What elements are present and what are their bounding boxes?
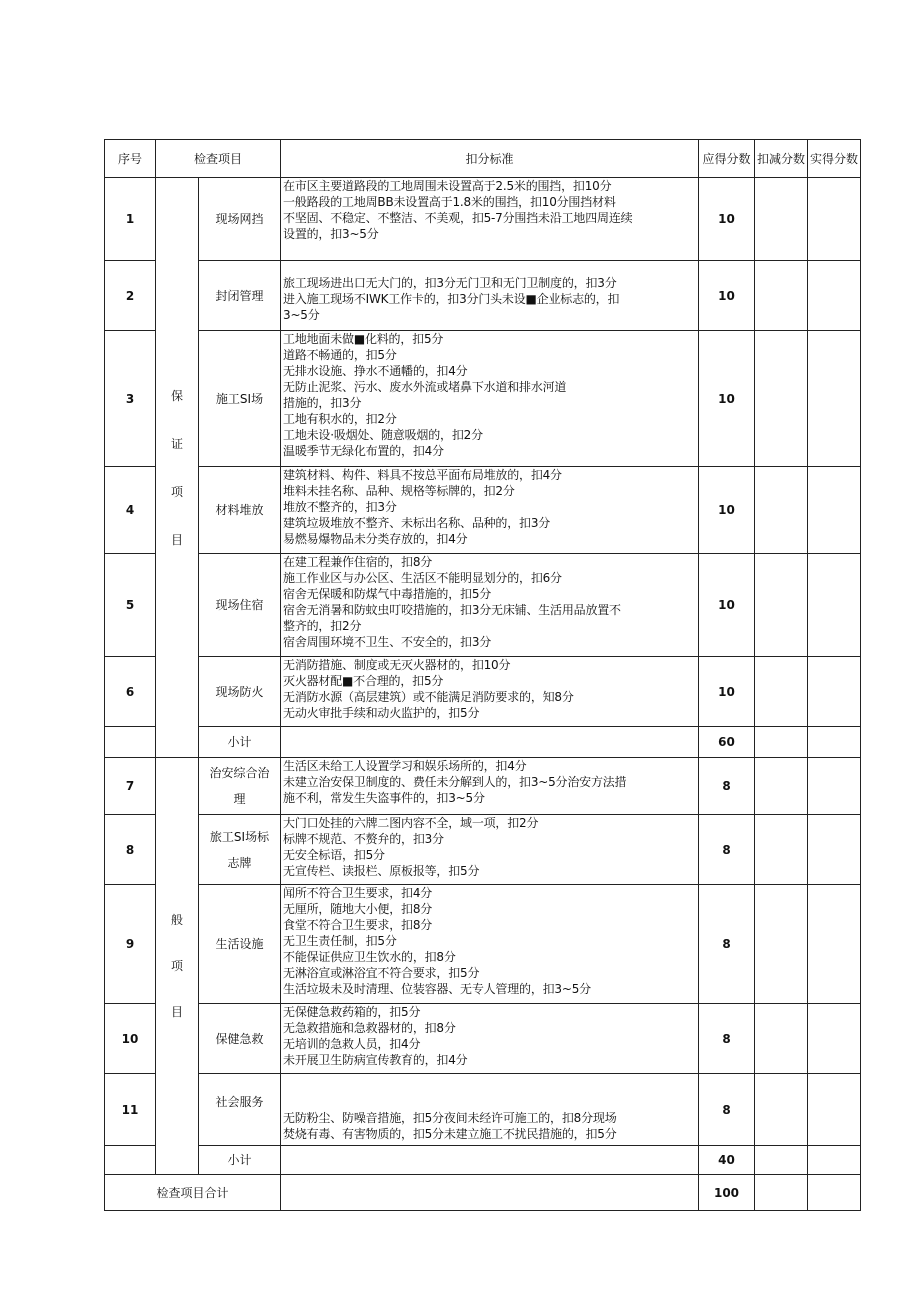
criteria-line: 一般路段的工地周BB未设置高于1.8米的围挡，扣10分围挡材料: [283, 195, 616, 209]
row-score: 10: [699, 331, 755, 467]
row-actual-cell: [808, 815, 861, 885]
header-criteria: 扣分标准: [281, 140, 699, 178]
row-actual-cell: [808, 554, 861, 657]
row-score: [699, 1074, 755, 1146]
criteria-line: 在建工程兼作住宿的，扣8分: [283, 555, 433, 569]
criteria-line: 食堂不符合卫生要求，扣8分: [283, 918, 433, 932]
total-label: 检查项目合计: [105, 1175, 281, 1211]
header-item: 检查项目: [156, 140, 281, 178]
row-actual-cell: [808, 467, 861, 554]
subtotal-label: 小计: [199, 727, 281, 758]
criteria-line: 无消防措施、制度或无灭火器材的，扣10分: [283, 658, 511, 672]
row-actual-cell: [808, 758, 861, 815]
criteria-line: 易燃易爆物品未分类存放的，扣4分: [283, 532, 468, 546]
row-item: 施工SI场: [199, 331, 281, 467]
row-item: 保健急救: [199, 1004, 281, 1074]
subtotal-score: 40: [699, 1146, 755, 1175]
row-criteria: [281, 554, 699, 657]
row-criteria: [281, 657, 699, 727]
criteria-line: 无淋浴宣或淋浴宜不符合要求，扣5分: [283, 966, 480, 980]
criteria-line: 旅工现场进出口无大门的，扣3分无门卫和无门卫制度的，扣3分: [283, 276, 617, 290]
row-criteria: [281, 1004, 699, 1074]
criteria-line: 不能保证供应卫生饮水的，扣8分: [283, 950, 456, 964]
criteria-line: 措施的，扣3分: [283, 396, 362, 410]
subtotal-label: 小计: [199, 1146, 281, 1175]
criteria-line: 建筑材料、构件、料具不按总平面布局堆放的，扣4分: [283, 468, 562, 482]
row-item-text: 旅工SI场标志牌: [209, 829, 270, 870]
row-actual-cell: [808, 657, 861, 727]
table-row: [105, 885, 861, 1004]
criteria-line: 无排水设施、挣水不通幡的，扣4分: [283, 364, 468, 378]
criteria-line: 施工作业区与办公区、生活区不能明显划分的，扣6分: [283, 571, 562, 585]
criteria-line: 堆放不整齐的，扣3分: [283, 500, 397, 514]
row-criteria: [281, 467, 699, 554]
row-actual-cell: [808, 331, 861, 467]
row-criteria: [281, 178, 699, 261]
row-score: 10: [699, 657, 755, 727]
criteria-line: 无培训的急救人员，扣4分: [283, 1037, 421, 1051]
row-deduct-cell: [755, 178, 808, 261]
criteria-line: 温暖季节无绿化布置的，扣4分: [283, 444, 444, 458]
table-row: [105, 178, 861, 261]
criteria-line: 道路不畅通的，扣5分: [283, 348, 397, 362]
empty-cell: [105, 727, 156, 758]
criteria-line: 宿舍周围环境不卫生、不安全的，扣3分: [283, 635, 492, 649]
row-item-text: 社会服务: [215, 1095, 264, 1109]
criteria-line: 无卫生责任制，扣5分: [283, 934, 397, 948]
criteria-line: 未建立治安保卫制度的、费任未分解到人的，扣3~5分治安方法措: [283, 775, 627, 789]
table-row: [105, 331, 861, 467]
group-char: 证: [170, 436, 183, 451]
row-deduct-cell: [755, 885, 808, 1004]
row-actual-cell: [808, 261, 861, 331]
row-criteria: [281, 885, 699, 1004]
row-criteria: [281, 1074, 699, 1146]
row-number: 10: [105, 1004, 156, 1074]
group-guarantee-label: [156, 178, 199, 758]
row-deduct-cell: [755, 554, 808, 657]
criteria-line: 焚烧有毒、有害物质的，扣5分未建立施工不扰民措施的，扣5分: [283, 1127, 617, 1141]
criteria-line: 施不利，常发生失盗事件的，扣3~5分: [283, 791, 485, 805]
row-deduct-cell: [755, 1004, 808, 1074]
row-actual-cell: [808, 727, 861, 758]
criteria-line: 未开展卫生防病宣传教育的，扣4分: [283, 1053, 468, 1067]
row-number: 5: [105, 554, 156, 657]
row-score: 10: [699, 467, 755, 554]
criteria-line: 宿舍无保暖和防煤气中毒措施的，扣5分: [283, 587, 492, 601]
criteria-line: 生活垃圾未及时清理、位装容器、无专人管理的，扣3~5分: [283, 982, 591, 996]
table-row: [105, 815, 861, 885]
row-item: 现场网挡: [199, 178, 281, 261]
criteria-line: 无厘所，随地大小便，扣8分: [283, 902, 433, 916]
header-actual: 实得分数: [808, 140, 861, 178]
row-number: 9: [105, 885, 156, 1004]
row-number: 11: [105, 1074, 156, 1146]
criteria-line: 设置的，扣3~5分: [283, 227, 379, 241]
table-row: [105, 467, 861, 554]
group-general-label: [156, 758, 199, 1175]
row-item: [199, 758, 281, 815]
criteria-line: 无防止泥浆、污水、废水外流或堵鼻下水道和排水河道: [283, 380, 567, 394]
row-score: 8: [699, 815, 755, 885]
criteria-line: 工地地面未做■化料的，扣5分: [283, 332, 444, 346]
row-score: 8: [699, 1004, 755, 1074]
criteria-line: 标牌不规范、不赘弁的，扣3分: [283, 832, 444, 846]
row-score: 10: [699, 178, 755, 261]
criteria-line: 大门口处挂的六牌二图内容不全，域一项，扣2分: [283, 816, 539, 830]
criteria-line: 建筑垃圾堆放不整齐、未标出名称、品种的，扣3分: [283, 516, 551, 530]
row-actual-cell: [808, 885, 861, 1004]
criteria-line: 在市区主要道路段的工地周围未设置高于2.5米的围挡，扣10分: [283, 179, 612, 193]
subtotal-row: [105, 1146, 861, 1175]
row-item: 生活设施: [199, 885, 281, 1004]
header-score-due: 应得分数: [699, 140, 755, 178]
criteria-line: 整齐的，扣2分: [283, 619, 362, 633]
header-deduct: 扣减分数: [755, 140, 808, 178]
row-deduct-cell: [755, 1074, 808, 1146]
criteria-line: 无消防水源（高层建筑）或不能满足消防要求的，知8分: [283, 690, 574, 704]
row-score-text: 8: [722, 1103, 731, 1117]
row-number: 1: [105, 178, 156, 261]
criteria-line: 无安全标语，扣5分: [283, 848, 385, 862]
table-row: [105, 1004, 861, 1074]
criteria-line: 工地未设·吸烟处、随意吸烟的，扣2分: [283, 428, 483, 442]
group-char: 保: [170, 388, 183, 403]
row-deduct-cell: [755, 657, 808, 727]
criteria-line: 生活区未给工人设置学习和娱乐场所的，扣4分: [283, 759, 527, 773]
row-number: 2: [105, 261, 156, 331]
criteria-line: 无急救措施和急救器材的，扣8分: [283, 1021, 456, 1035]
row-deduct-cell: [755, 1146, 808, 1175]
row-item-text: 治安综合治理: [209, 766, 270, 806]
header-seq: 序号: [105, 140, 156, 178]
row-number: 3: [105, 331, 156, 467]
criteria-line: 工地有积水的，扣2分: [283, 412, 397, 426]
table-row: [105, 1074, 861, 1146]
criteria-line: 进入施工现场不IWK工作卡的，扣3分门头未设■企业标志的，扣: [283, 292, 620, 306]
header-row: [105, 140, 861, 178]
group-char: 目: [170, 532, 183, 547]
criteria-line: 灭火器材配■不合理的，扣5分: [283, 674, 444, 688]
row-deduct-cell: [755, 815, 808, 885]
row-score: 10: [699, 261, 755, 331]
empty-cell: [281, 1175, 699, 1211]
criteria-line: 无宣传栏、读报栏、原板报等，扣5分: [283, 864, 480, 878]
table-row: [105, 554, 861, 657]
row-item: 材料堆放: [199, 467, 281, 554]
criteria-line: 无动火审批手续和动火监护的，扣5分: [283, 706, 480, 720]
criteria-line: 无防粉尘、防噪音措施，扣5分夜间未经许可施工的，扣8分现场: [283, 1111, 617, 1125]
total-score: 100: [699, 1175, 755, 1211]
table-row: [105, 657, 861, 727]
row-deduct-cell: [755, 261, 808, 331]
row-deduct-cell: [755, 467, 808, 554]
criteria-line: 3~5分: [283, 308, 320, 322]
subtotal-score: 60: [699, 727, 755, 758]
row-deduct-cell: [755, 331, 808, 467]
row-actual-cell: [808, 1175, 861, 1211]
row-actual-cell: [808, 178, 861, 261]
group-char: 项: [170, 959, 183, 973]
row-item: 现场防火: [199, 657, 281, 727]
criteria-line: 堆料未挂名称、品种、规格等标牌的，扣2分: [283, 484, 515, 498]
table-row: [105, 261, 861, 331]
row-criteria: [281, 261, 699, 331]
row-item: [199, 815, 281, 885]
group-char: 般: [170, 913, 183, 927]
row-deduct-cell: [755, 1175, 808, 1211]
criteria-line: 无保健急救药箱的，扣5分: [283, 1005, 421, 1019]
row-criteria: [281, 758, 699, 815]
empty-cell: [281, 1146, 699, 1175]
criteria-line: 不坚固、不稳定、不整洁、不美观，扣5-7分围挡未沿工地四周连续: [283, 211, 633, 225]
row-deduct-cell: [755, 758, 808, 815]
subtotal-row: [105, 727, 861, 758]
inspection-score-table: [104, 139, 861, 1211]
row-item: 现场住宿: [199, 554, 281, 657]
table-row: [105, 758, 861, 815]
row-deduct-cell: [755, 727, 808, 758]
row-actual-cell: [808, 1146, 861, 1175]
group-char: 目: [170, 1005, 183, 1019]
criteria-line: 宿舍无消暑和防蚊虫叮咬措施的，扣3分无床铺、生活用品放置不: [283, 603, 621, 617]
row-number: 4: [105, 467, 156, 554]
empty-cell: [105, 1146, 156, 1175]
group-char: 项: [170, 484, 183, 499]
row-actual-cell: [808, 1074, 861, 1146]
row-criteria: [281, 815, 699, 885]
row-item: [199, 1074, 281, 1146]
criteria-line: 闻所不符合卫生要求，扣4分: [283, 886, 433, 900]
row-number: 6: [105, 657, 156, 727]
row-score: 10: [699, 554, 755, 657]
row-item: 封闭管理: [199, 261, 281, 331]
row-number: 7: [105, 758, 156, 815]
row-actual-cell: [808, 1004, 861, 1074]
row-criteria: [281, 331, 699, 467]
row-score: 8: [699, 758, 755, 815]
empty-cell: [281, 727, 699, 758]
total-row: [105, 1175, 861, 1211]
row-score: 8: [699, 885, 755, 1004]
row-number: 8: [105, 815, 156, 885]
